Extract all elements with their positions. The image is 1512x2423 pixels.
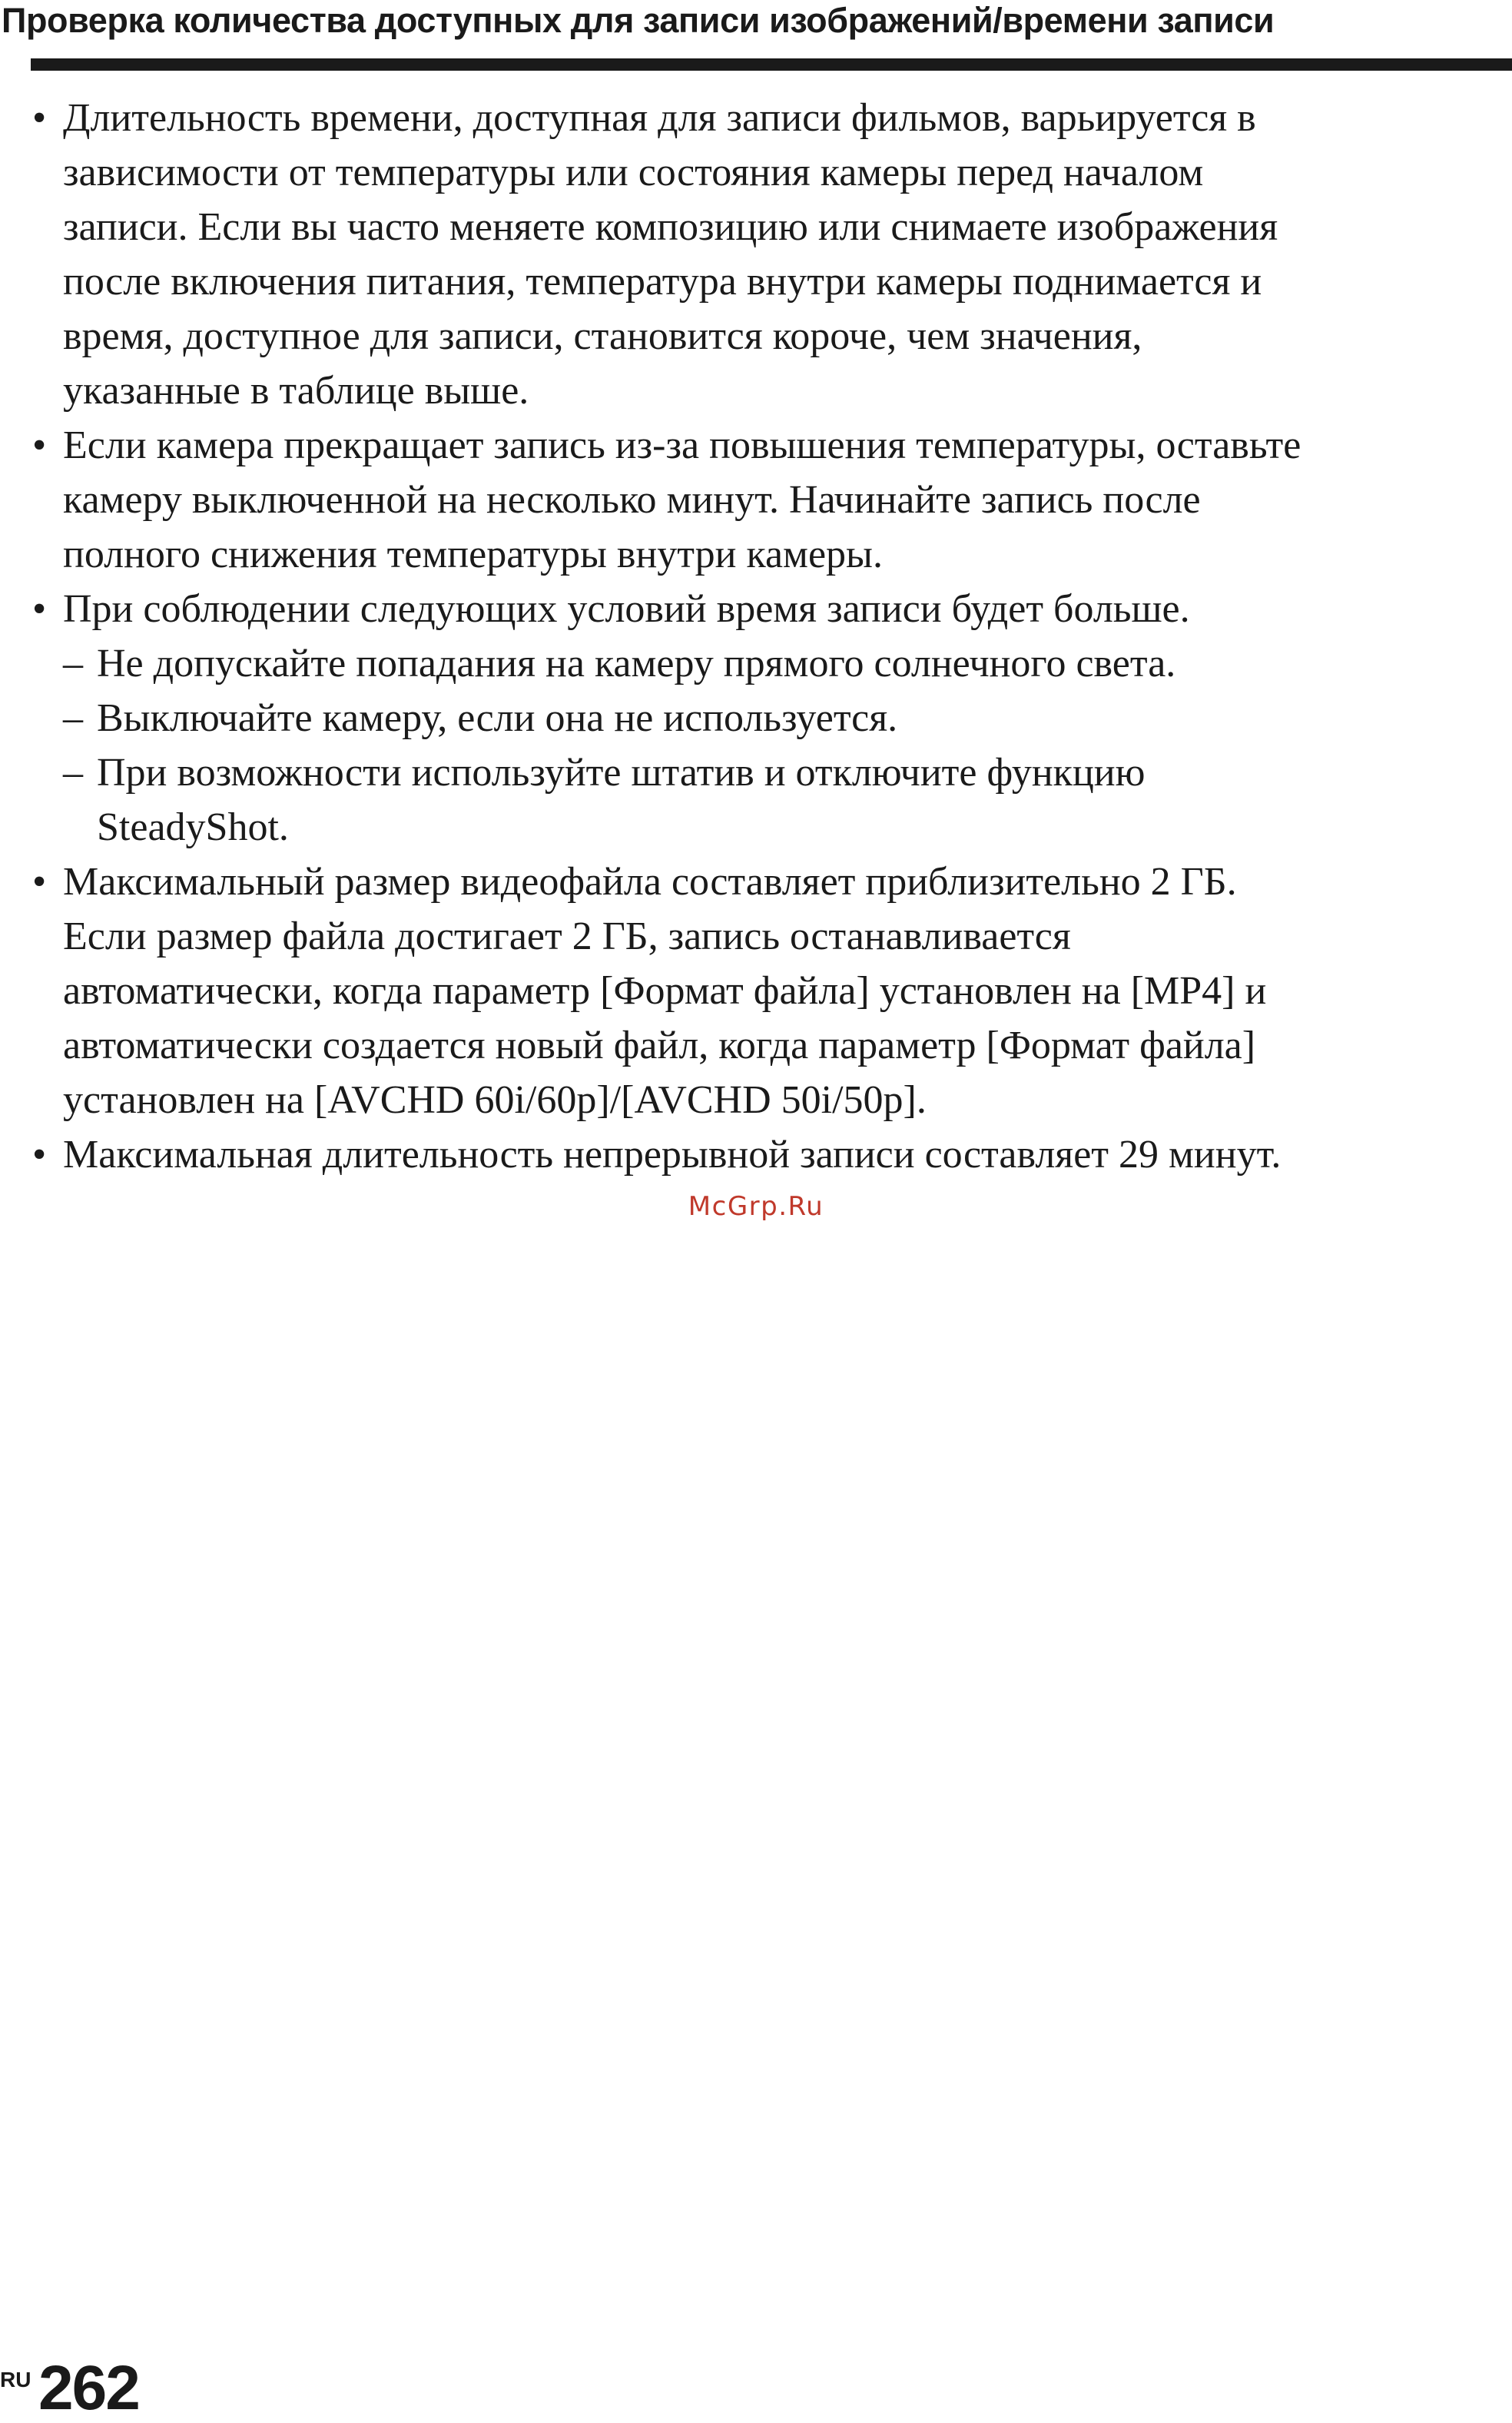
bullet-mark: • <box>32 587 47 631</box>
line-text: Максимальный размер видеофайла составляет приблизительно 2 ГБ. <box>63 860 1237 904</box>
list-line <box>0 800 1512 855</box>
list-line <box>0 1073 1512 1127</box>
page-number-value: 262 <box>38 2353 139 2423</box>
line-text: Не допускайте попадания на камеру прямого солнечного света. <box>97 642 1176 685</box>
line-text: При соблюдении следующих условий время записи будет больше. <box>63 587 1190 631</box>
list-line <box>0 418 1512 473</box>
list-line <box>0 309 1512 363</box>
list-line <box>0 527 1512 582</box>
page-header <box>0 0 1512 71</box>
line-text: указанные в таблице выше. <box>63 369 529 413</box>
list-line <box>0 473 1512 527</box>
line-text: автоматически, когда параметр [Формат файла] установлен на [MP4] и <box>63 969 1267 1013</box>
list-line <box>0 964 1512 1018</box>
bullet-mark: • <box>32 1133 47 1177</box>
list-line <box>0 1018 1512 1073</box>
line-text: автоматически создается новый файл, когда параметр [Формат файла] <box>63 1024 1256 1067</box>
page-language-prefix: RU <box>0 2368 32 2391</box>
line-text: Выключайте камеру, если она не используется. <box>97 696 898 740</box>
list-line <box>0 909 1512 964</box>
line-text: Максимальная длительность непрерывной записи составляет 29 минут. <box>63 1133 1282 1177</box>
line-text: При возможности используйте штатив и отключите функцию <box>97 751 1146 795</box>
dash-mark: – <box>63 642 83 685</box>
line-text: SteadyShot. <box>97 805 289 849</box>
line-text: Если камера прекращает запись из-за повышения температуры, оставьте <box>63 423 1301 467</box>
line-text: зависимости от температуры или состояния камеры перед началом <box>63 151 1204 194</box>
dash-mark: – <box>63 696 83 740</box>
line-text: полного снижения температуры внутри камеры. <box>63 533 883 576</box>
list-line <box>0 145 1512 200</box>
list-line <box>0 745 1512 800</box>
dash-mark: – <box>63 751 83 795</box>
bullet-mark: • <box>32 860 47 904</box>
list-line <box>0 1127 1512 1182</box>
line-text: время, доступное для записи, становится короче, чем значения, <box>63 314 1142 358</box>
list-line <box>0 91 1512 145</box>
list-line <box>0 254 1512 309</box>
line-text: Длительность времени, доступная для записи фильмов, варьируется в <box>63 96 1256 140</box>
header-rule <box>31 58 1512 71</box>
list-line <box>0 855 1512 909</box>
bullet-mark: • <box>32 96 47 140</box>
line-text: записи. Если вы часто меняете композицию или снимаете изображения <box>63 205 1278 249</box>
line-text: камеру выключенной на несколько минут. Начинайте запись после <box>63 478 1201 522</box>
list-line <box>0 636 1512 691</box>
line-text: установлен на [AVCHD 60i/60p]/[AVCHD 50i/50p]. <box>63 1078 927 1122</box>
list-line <box>0 691 1512 745</box>
list-line <box>0 363 1512 418</box>
bullet-list <box>0 91 1512 1182</box>
page-header-title: Проверка количества доступных для записи изображений/времени записи <box>2 1 1275 40</box>
list-line <box>0 200 1512 254</box>
bullet-mark: • <box>32 423 47 467</box>
line-text: Если размер файла достигает 2 ГБ, запись останавливается <box>63 914 1071 958</box>
list-line <box>0 582 1512 636</box>
line-text: после включения питания, температура внутри камеры поднимается и <box>63 260 1262 304</box>
watermark-link[interactable]: McGrp.Ru <box>688 1191 824 1222</box>
